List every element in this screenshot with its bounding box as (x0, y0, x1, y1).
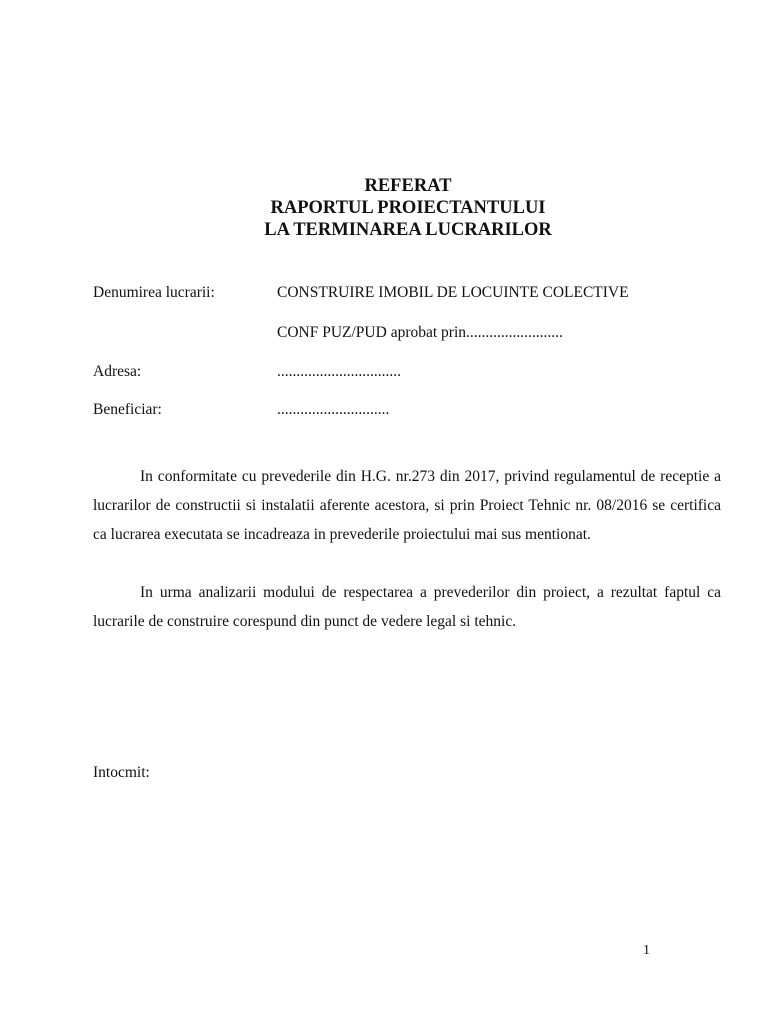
denumire-label: Denumirea lucrarii: (93, 284, 215, 301)
document-title (0, 175, 768, 241)
beneficiar-label: Beneficiar: (93, 401, 162, 418)
signature-label: Intocmit: (93, 764, 150, 781)
beneficiar-value: ............................. (277, 401, 390, 418)
adresa-value: ................................ (277, 363, 401, 380)
title-referat: REFERAT (364, 176, 452, 196)
page-number: 1 (643, 943, 650, 958)
title-raportul: RAPORTUL PROIECTANTULUI (270, 198, 546, 218)
body-paragraph-2: In urma analizarii modului de respectarea a prevederilor din proiect, a rezultat faptul ca lucrarile de construire corespund din punct de vedere legal si tehnic. (93, 584, 721, 630)
puz-value: CONF PUZ/PUD aprobat prin......................... (277, 324, 563, 341)
title-terminarea: LA TERMINAREA LUCRARILOR (264, 220, 552, 240)
denumire-value: CONSTRUIRE IMOBIL DE LOCUINTE COLECTIVE (277, 284, 629, 301)
adresa-label: Adresa: (93, 363, 142, 380)
body-paragraph-1: In conformitate cu prevederile din H.G. nr.273 din 2017, privind regulamentul de receptie a lucrarilor de constructii si instalatii aferente acestora, si prin Proiect Tehnic nr. 08/2016 se certifica ca lucrarea executata se incadreaza in prevederile proiectului mai sus mentionat. (93, 468, 721, 543)
